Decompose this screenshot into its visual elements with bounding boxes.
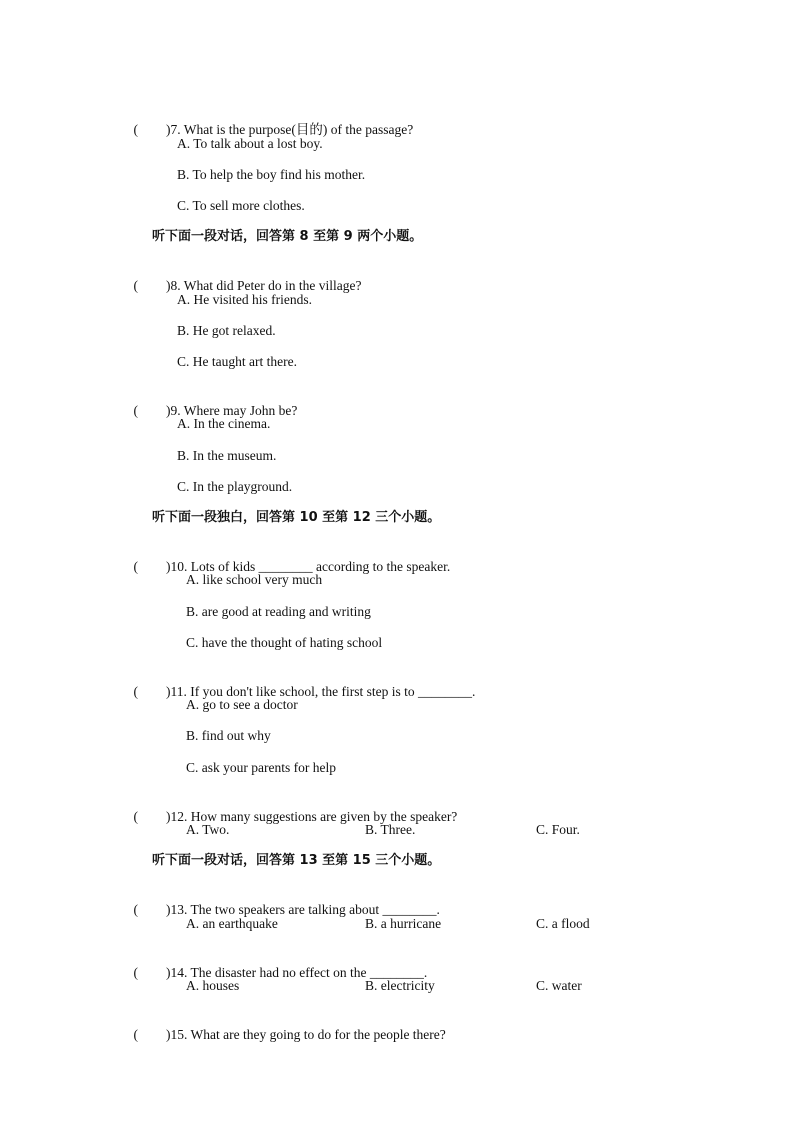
option-7a: A. To talk about a lost boy. <box>177 136 323 151</box>
option-12b: B. Three. <box>365 822 416 837</box>
answer-blank-open: ( <box>133 278 138 293</box>
answer-blank-open: ( <box>133 122 138 137</box>
option-7c: C. To sell more clothes. <box>177 198 305 213</box>
answer-blank-open: ( <box>133 965 138 980</box>
question-9-stem: 9. Where may John be? <box>170 403 298 418</box>
option-12c: C. Four. <box>536 822 580 837</box>
answer-blank-close: ) <box>166 809 171 824</box>
answer-blank-close: ) <box>166 1027 171 1042</box>
option-13a: A. an earthquake <box>186 916 278 931</box>
option-11c: C. ask your parents for help <box>186 760 336 775</box>
answer-blank-open: ( <box>133 403 138 418</box>
instruction-10-12: 听下面一段独白，回答第 10 至第 12 三个小题。 <box>152 510 441 525</box>
options-row-12 <box>0 821 794 839</box>
option-8a: A. He visited his friends. <box>177 292 312 307</box>
question-15-stem: 15. What are they going to do for the people there? <box>170 1027 446 1042</box>
question-15 <box>120 1008 446 1062</box>
option-14c: C. water <box>536 978 582 993</box>
question-8-stem: 8. What did Peter do in the village? <box>170 278 362 293</box>
option-10a: A. like school very much <box>186 572 323 587</box>
answer-blank-open: ( <box>133 902 138 917</box>
option-9b: B. In the museum. <box>177 448 277 463</box>
question-13-stem: 13. The two speakers are talking about ________. <box>170 902 440 917</box>
question-10-stem: 10. Lots of kids ________ according to the speaker. <box>170 559 451 574</box>
option-11a: A. go to see a doctor <box>186 697 298 712</box>
answer-blank-close: ) <box>166 684 171 699</box>
instruction-13-15: 听下面一段对话，回答第 13 至第 15 三个小题。 <box>152 853 441 868</box>
option-14b: B. electricity <box>365 978 435 993</box>
option-14a: A. houses <box>186 978 240 993</box>
question-7-stem: 7. What is the purpose(目的) of the passage? <box>170 122 414 137</box>
answer-blank-open: ( <box>133 809 138 824</box>
option-13c: C. a flood <box>536 916 590 931</box>
option-10b: B. are good at reading and writing <box>186 604 371 619</box>
option-7b: B. To help the boy find his mother. <box>177 167 366 182</box>
answer-blank-close: ) <box>166 902 171 917</box>
option-8b: B. He got relaxed. <box>177 323 276 338</box>
answer-blank-close: ) <box>166 122 171 137</box>
question-11-stem: 11. If you don't like school, the first step is to ________. <box>170 684 476 699</box>
question-12-stem: 12. How many suggestions are given by the speaker? <box>170 809 458 824</box>
option-8c: C. He taught art there. <box>177 354 297 369</box>
answer-blank-open: ( <box>133 684 138 699</box>
option-9a: A. In the cinema. <box>177 416 271 431</box>
option-9c: C. In the playground. <box>177 479 293 494</box>
options-row-14 <box>0 977 794 995</box>
option-11b: B. find out why <box>186 728 271 743</box>
answer-blank-close: ) <box>166 278 171 293</box>
question-14-stem: 14. The disaster had no effect on the ________. <box>170 965 428 980</box>
answer-blank-open: ( <box>133 1027 138 1042</box>
answer-blank-close: ) <box>166 965 171 980</box>
option-13b: B. a hurricane <box>365 916 442 931</box>
answer-blank-close: ) <box>166 403 171 418</box>
option-12a: A. Two. <box>186 822 230 837</box>
instruction-8-9: 听下面一段对话，回答第 8 至第 9 两个小题。 <box>152 229 423 244</box>
answer-blank-close: ) <box>166 559 171 574</box>
answer-blank-open: ( <box>133 559 138 574</box>
options-row-13 <box>0 915 794 933</box>
option-10c: C. have the thought of hating school <box>186 635 383 650</box>
